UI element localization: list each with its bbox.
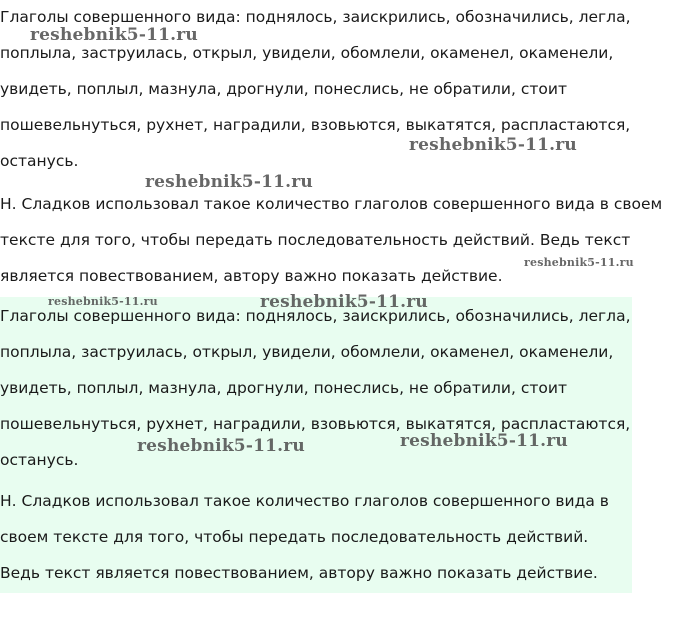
watermark-text: reshebnik5-11.ru (260, 292, 428, 312)
watermark-text: reshebnik5-11.ru (30, 25, 198, 45)
watermark-text: reshebnik5-11.ru (400, 431, 568, 451)
highlighted-paragraph-explanation: Н. Сладков использовал такое количество глаголов совершенного вида в своем тексте для того, чтобы передать последовательность действий. Ведь текст является повествованием, автору важно показать действие. (0, 492, 609, 582)
highlighted-paragraph-verbs-list: Глаголы совершенного вида: поднялось, заискрились, обозначились, легла, поплыла, заструилась, открыл, увидели, обомлели, окаменел, окаменели, увидеть, поплыл, мазнула, дрогнули, понеслись, не обратили, стоит пошевельнуться, рухнет, наградили, взовьются, выкатятся, распластаются, останусь. (0, 307, 631, 469)
watermark-text: reshebnik5-11.ru (524, 256, 634, 269)
answer-paragraph-explanation: Н. Сладков использовал такое количество глаголов совершенного вида в своем тексте для того, чтобы передать последовательность действий. Ведь текст является повествованием, автору важно показать действие. (0, 195, 663, 285)
answer-section-highlighted (0, 297, 632, 593)
watermark-text: reshebnik5-11.ru (137, 436, 305, 456)
watermark-text: reshebnik5-11.ru (48, 295, 158, 308)
answer-paragraph-verbs-list: Глаголы совершенного вида: поднялось, заискрились, обозначились, легла, поплыла, заструилась, открыл, увидели, обомлели, окаменел, окаменели, увидеть, поплыл, мазнула, дрогнули, понеслись, не обратили, стоит пошевельнуться, рухнет, наградили, взовьются, выкатятся, распластаются, останусь. (0, 8, 631, 170)
watermark-text: reshebnik5-11.ru (409, 135, 577, 155)
answer-section-plain (0, 0, 668, 294)
watermark-text: reshebnik5-11.ru (145, 172, 313, 192)
